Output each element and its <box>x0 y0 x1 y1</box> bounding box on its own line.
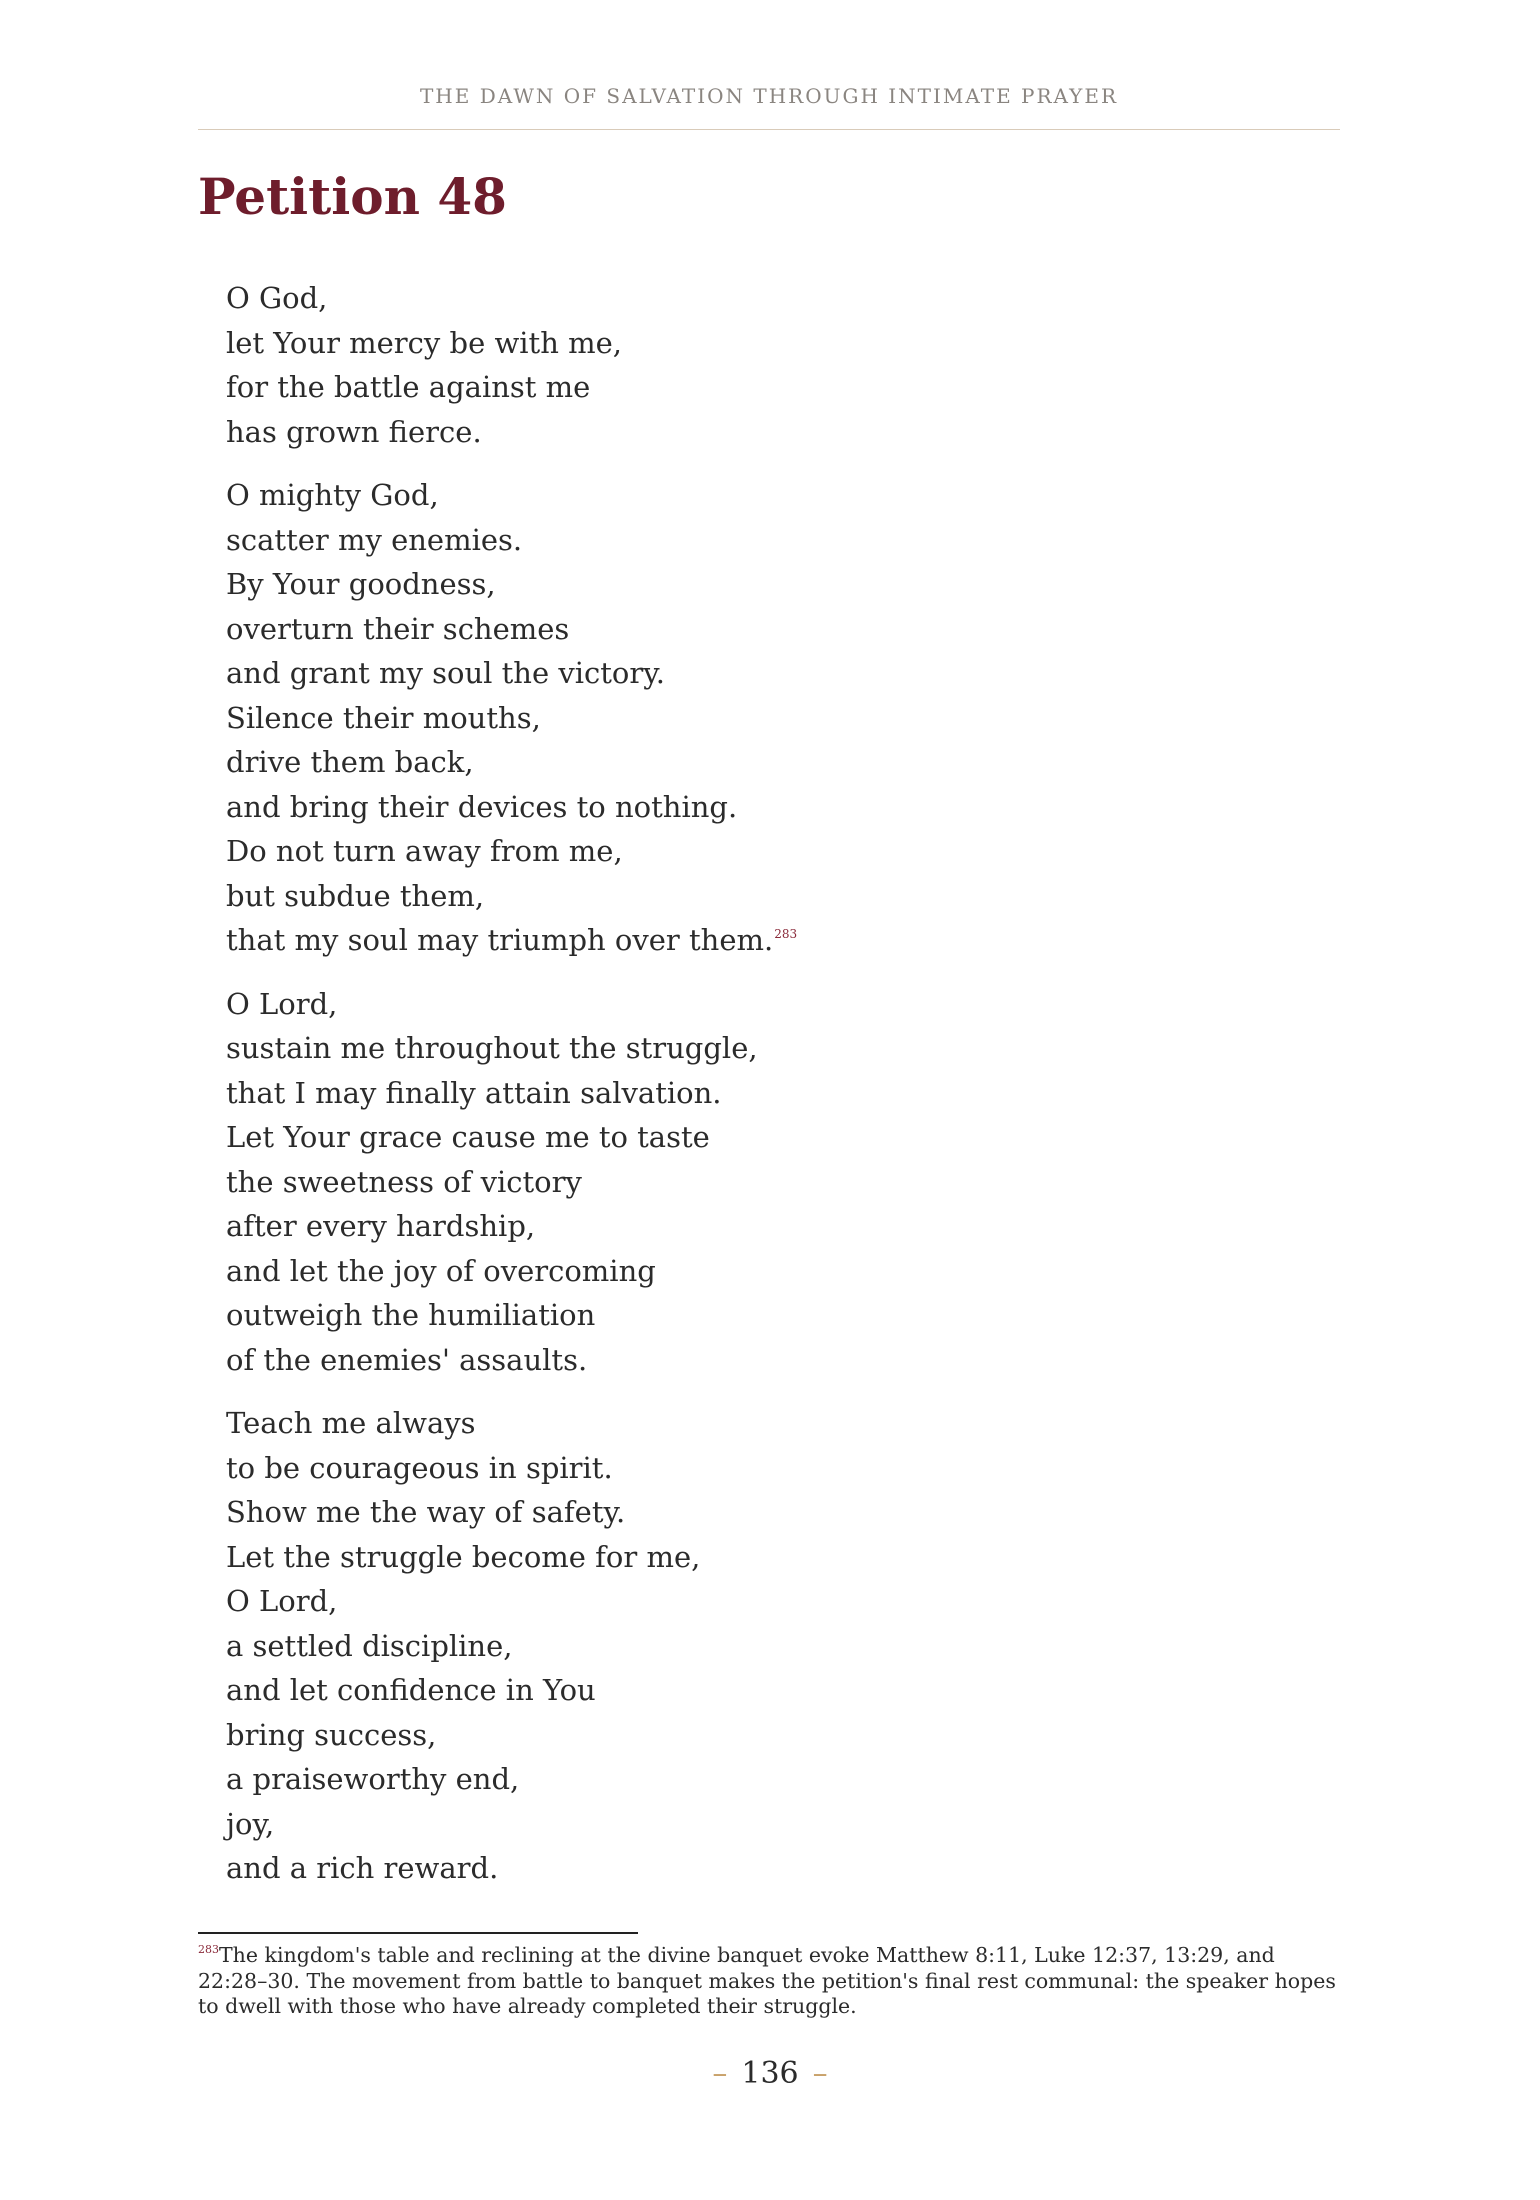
poem-line: after every hardship, <box>226 1209 536 1243</box>
poem-line: for the battle against me <box>226 370 591 404</box>
stanza-4 <box>226 1401 1326 1891</box>
footnote-mark: 283 <box>198 1943 219 1956</box>
poem-line: Silence their mouths, <box>226 700 541 735</box>
footnote-rule <box>198 1932 638 1934</box>
poem-line: a praiseworthy end, <box>226 1762 520 1796</box>
poem-line: and let the joy of overcoming <box>226 1253 656 1288</box>
poem-line: let Your mercy be with me, <box>226 325 622 360</box>
page-title: Petition 48 <box>198 167 507 226</box>
poem-line: but subdue them, <box>226 878 485 913</box>
page-number-dash-left: – <box>712 2056 728 2091</box>
poem-line: Show me the way of safety. <box>226 1495 626 1529</box>
poem-line: to be courageous in spirit. <box>226 1450 613 1485</box>
poem-line: Let the struggle become for me, <box>226 1539 701 1574</box>
stanza-2 <box>226 473 1326 963</box>
footnote-reference[interactable]: 283 <box>774 927 798 941</box>
poem-line: of the enemies' assaults. <box>226 1342 588 1377</box>
page-number-block <box>0 2056 1540 2091</box>
poem <box>226 276 1326 1910</box>
stanza-3 <box>226 982 1326 1383</box>
poem-line: O mighty God, <box>226 478 439 512</box>
poem-line: O God, <box>226 281 328 315</box>
poem-line: Do not turn away from me, <box>226 834 623 868</box>
poem-line: that I may finally attain salvation. <box>226 1075 722 1110</box>
poem-line: the sweetness of victory <box>226 1164 582 1199</box>
header-rule <box>198 129 1340 130</box>
poem-line: and grant my soul the victory. <box>226 656 665 690</box>
footnote <box>198 1943 1338 2020</box>
page-number-dash-right: – <box>812 2056 828 2091</box>
poem-line: Let Your grace cause me to taste <box>226 1120 710 1154</box>
poem-line: overturn their schemes <box>226 611 570 646</box>
poem-line: sustain me throughout the struggle, <box>226 1031 758 1065</box>
running-header: THE DAWN OF SALVATION THROUGH INTIMATE PRAYER <box>419 84 1119 108</box>
poem-line: and let confidence in You <box>226 1673 596 1707</box>
footnote-text: The kingdom's table and reclining at the divine banquet evoke Matthew 8:11, Luke 12:37, 13:29, and 22:28–30. The movement from battle to banquet makes the petition's final rest communal: the speaker hopes to dwell with those who have already completed their struggle. <box>198 1943 1336 2018</box>
poem-line: a settled discipline, <box>226 1628 513 1663</box>
poem-line: bring success, <box>226 1717 437 1752</box>
poem-line: outweigh the humiliation <box>226 1298 596 1332</box>
poem-line: has grown fierce. <box>226 414 482 449</box>
poem-line: O Lord, <box>226 1584 338 1618</box>
poem-line: and bring their devices to nothing. <box>226 789 738 824</box>
poem-line-text: that my soul may triumph over them. <box>226 923 774 957</box>
poem-line: joy, <box>226 1806 275 1841</box>
page-number: 136 <box>741 2056 799 2091</box>
poem-line: and a rich reward. <box>226 1851 499 1885</box>
stanza-1 <box>226 276 1326 454</box>
poem-line-with-footnote <box>226 918 1326 963</box>
poem-line: Teach me always <box>226 1406 476 1440</box>
poem-line: O Lord, <box>226 986 338 1021</box>
poem-line: By Your goodness, <box>226 567 496 601</box>
poem-line: scatter my enemies. <box>226 522 523 557</box>
poem-line: drive them back, <box>226 745 474 779</box>
